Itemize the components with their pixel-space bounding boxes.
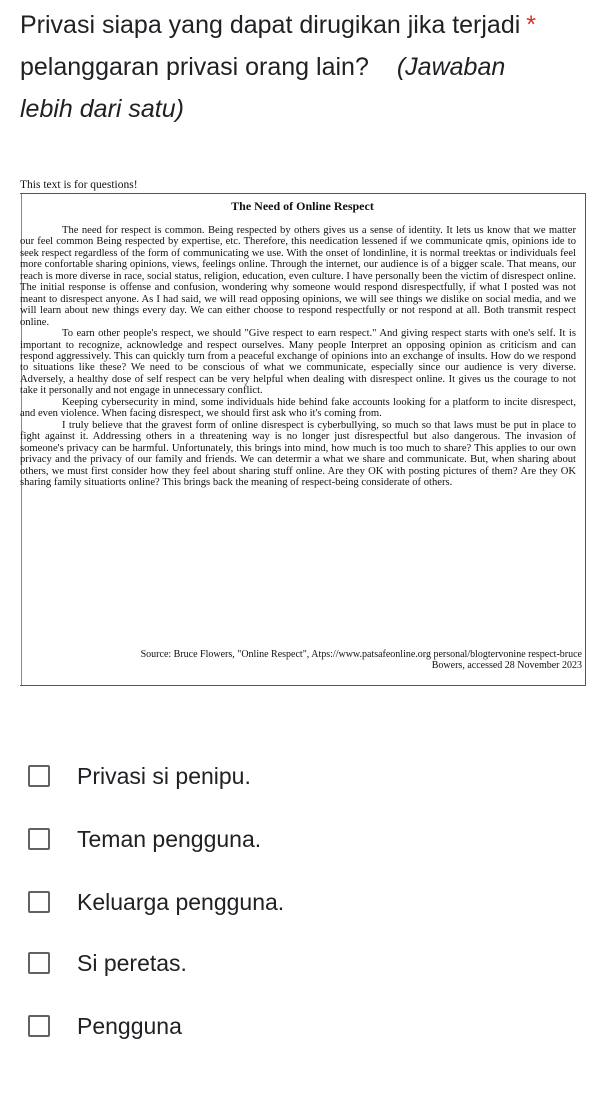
checkbox[interactable] (28, 1015, 50, 1037)
document-paragraph: To earn other people's respect, we should "Give respect to earn respect." And giving respect starts with one's self. It is important to recognize, acknowledge and respect ourselves. Many people Interpret an opposing opinion as criticism and can respond aggressively. This can quickly turn from a peaceful exchange of opinions into an exchange of insults. How do we respond to situations like these? We need to be conscious of what we communicate, especially since our audience is very diverse. Adversely, a healthy dose of self respect can be very helpful when dealing with disrespect online. It gives us the courage to not take it personally and not engage in unnecessary conflict. (20, 328, 576, 397)
option-si-peretas[interactable] (24, 931, 187, 995)
option-pengguna[interactable] (24, 994, 182, 1058)
option-label: Privasi si penipu. (77, 762, 251, 789)
option-label: Si peretas. (77, 949, 187, 976)
document-paragraph: The need for respect is common. Being respected by others gives us a sense of identity. It lets us know that we matter our feel common Being respected by expertise, etc. Therefore, this needication lessened if we communicate qmis, opinions ide to seek respect regardless of the form of communicating we use. With the onset of londinline, it is normal treektas or individuals feel more confortable sharing opinions, views, feelings online. Through the internet, our audience is of a bigger scale. That means, our reach is more diverse in race, social status, religion, education, even culture. I have personally been the victim of disrespect online. The initial response is offense and confusion, wondering why someone would respond disrespectfully, if what I posted was not meant to disrespect anyone. As I had said, we will read opposing opinions, we will see things we dislike on social media, and we will learn about new things every day. We can either choose to respond respectfully or not respond at all. Both transmit respect online. (20, 225, 576, 328)
document-frame (20, 193, 586, 686)
checkbox[interactable] (28, 765, 50, 787)
option-label: Keluarga pengguna. (77, 888, 285, 915)
document-paragraph: Keeping cybersecurity in mind, some individuals hide behind fake accounts looking for a platform to incite disrespect, and even violence. When facing disrespect, we should first ask who it's coming from. (20, 396, 576, 420)
document-body (20, 225, 576, 488)
checkbox[interactable] (28, 828, 50, 850)
option-privasi-si-penipu[interactable] (24, 744, 251, 808)
document-intro: This text is for questions! (20, 179, 138, 191)
question-note: (Jawaban (396, 53, 506, 81)
question-title (20, 4, 590, 130)
checkbox[interactable] (28, 952, 50, 974)
document-source: Source: Bruce Flowers, "Online Respect", Atps://www.patsafeonline.org personal/blogtervonine respect-bruce Bowers, accessed 28 November 2023 (140, 649, 582, 671)
option-teman-pengguna[interactable] (24, 807, 261, 871)
checkbox[interactable] (28, 891, 50, 913)
option-label: Teman pengguna. (77, 825, 262, 852)
document-paragraph: I truly believe that the gravest form of online disrespect is cyberbullying, so much so that laws must be put in place to fight against it. Addressing others in a threatening way is no longer just disrespectful but also dangerous. The invasion of someone's privacy can be harmful. Unfortunately, this brings into mind, how much is too much to share? This applies to our own privacy and the privacy of our family and friends. We can determir a what we share and communicate. But, when sharing about others, we must first consider how they feel about sharing stuff online. Are they OK with posting pictures of them? Are they OK sharing family situatiorts online? This brings back the meaning of respect-being considerate of others. (20, 419, 576, 488)
option-keluarga-pengguna[interactable] (24, 870, 284, 934)
question-note-continued: lebih dari satu) (20, 95, 184, 123)
question-image-document (20, 178, 587, 684)
question-line-1: Privasi siapa yang dapat dirugikan jika terjadi * (20, 11, 537, 39)
required-asterisk: * (526, 11, 537, 39)
document-title: The Need of Online Respect (231, 199, 374, 213)
option-label: Pengguna (77, 1012, 182, 1039)
question-line-2: pelanggaran privasi orang lain? (Jawaban (20, 53, 506, 81)
